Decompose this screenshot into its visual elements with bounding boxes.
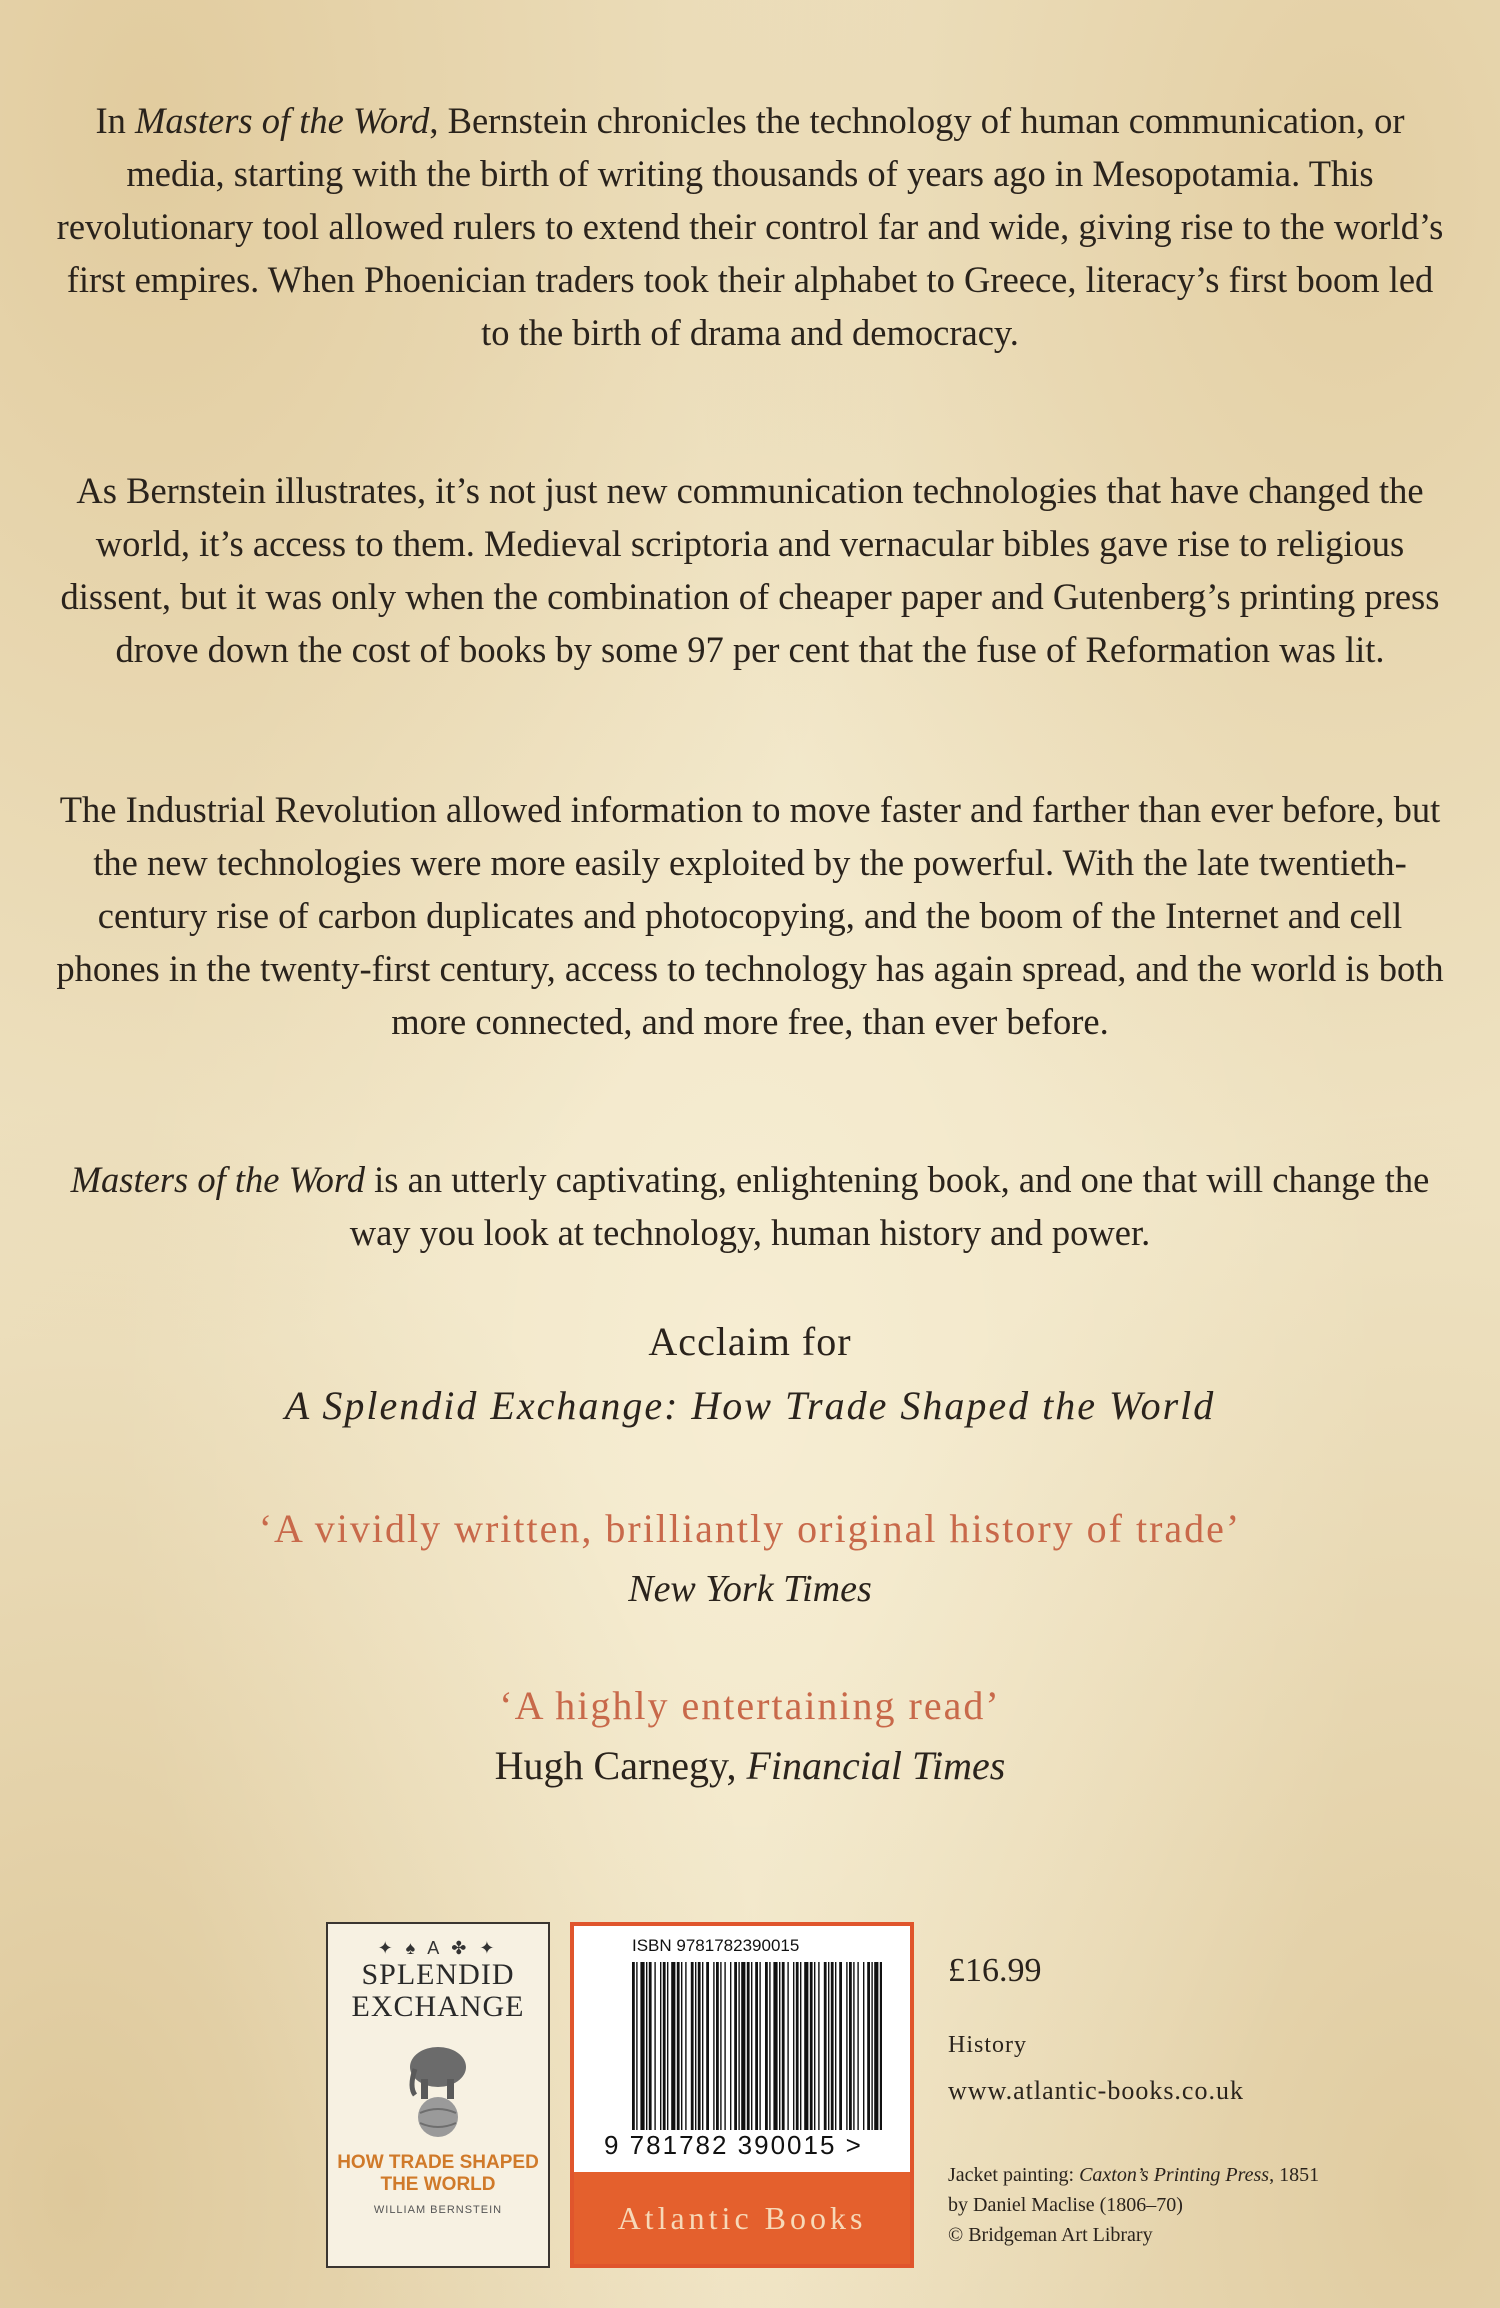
painting-title: Caxton’s Printing Press — [1079, 2164, 1270, 2186]
barcode-bar — [765, 1962, 768, 2130]
publisher-website: www.atlantic-books.co.uk — [948, 2076, 1244, 2105]
decorative-glyph-row: ✦ ♠ A ✤ ✦ — [377, 1938, 499, 1958]
acclaim-heading: Acclaim for — [648, 1319, 852, 1364]
price: £16.99 — [948, 1952, 1042, 1989]
review-source-1: New York Times — [628, 1568, 872, 1610]
barcode-bar — [720, 1962, 721, 2130]
barcode-bar — [632, 1962, 635, 2130]
barcode-bar — [818, 1962, 819, 2130]
barcode-bar — [880, 1962, 882, 2130]
credit-line-3: © Bridgeman Art Library — [948, 2224, 1153, 2246]
barcode-bar — [779, 1962, 780, 2130]
barcode-bar — [824, 1962, 827, 2130]
barcode-bar — [654, 1962, 655, 2130]
review-quote-1: ‘A vividly written, brilliantly original history of trade’ — [258, 1506, 1242, 1551]
blurb-paragraph-1 — [50, 94, 1450, 359]
thumb-title-line-3: EXCHANGE — [351, 1990, 525, 2023]
barcode-bar — [759, 1962, 760, 2130]
barcode-bar — [857, 1962, 858, 2130]
barcode-bar — [734, 1962, 737, 2130]
barcode-block — [570, 1922, 914, 2268]
elephant-on-globe-icon — [403, 2039, 473, 2139]
barcode-bar — [810, 1962, 813, 2130]
barcode-bar — [755, 1962, 758, 2130]
barcode-bar — [738, 1962, 739, 2130]
barcode-bar — [849, 1962, 852, 2130]
barcode-bar — [681, 1962, 682, 2130]
blurb-paragraph-3: The Industrial Revolution allowed information to move faster and farther than ever before, but the new technologies were more easily exploited by the powerful. With the late twentieth-century rise of carbon duplicates and photocopying, and the boom of the Internet and cell phones in the twenty-first century, access to technology has again spread, and the world is both more connected, and more free, than ever before. — [56, 789, 1444, 1042]
credit-line-2: by Daniel Maclise (1806–70) — [948, 2194, 1183, 2216]
barcode-bar — [663, 1962, 666, 2130]
barcode-bar — [677, 1962, 680, 2130]
barcode-bar — [796, 1962, 799, 2130]
jacket-credit — [948, 2160, 1319, 2250]
barcode-bar — [782, 1962, 785, 2130]
barcode-bar — [667, 1962, 668, 2130]
barcode-bar — [787, 1962, 788, 2130]
barcode-bar — [698, 1962, 701, 2130]
barcode-bar — [835, 1962, 836, 2130]
barcode-bar — [793, 1962, 794, 2130]
barcode-bar — [863, 1962, 864, 2130]
book-title-italic: Masters of the Word — [135, 100, 430, 141]
barcode-bar — [716, 1962, 719, 2130]
barcode-bar — [724, 1962, 725, 2130]
barcode-bar — [695, 1962, 696, 2130]
barcode-bar — [685, 1962, 686, 2130]
barcode-bars — [632, 1962, 882, 2130]
barcode-bar — [769, 1962, 770, 2130]
barcode-bar — [773, 1962, 777, 2130]
barcode-bar — [649, 1962, 652, 2130]
barcode-bar — [636, 1962, 637, 2130]
blurb-paragraph-4 — [50, 1153, 1450, 1259]
thumb-author: WILLIAM BERNSTEIN — [373, 2204, 503, 2216]
barcode-bar — [800, 1962, 801, 2130]
barcode-bar — [846, 1962, 847, 2130]
barcode-bar — [671, 1962, 675, 2130]
thumb-title-a: A — [427, 1938, 443, 1958]
barcode-bar — [831, 1962, 834, 2130]
barcode-bar — [646, 1962, 647, 2130]
text-span: , Bernstein chronicles the technology of human communication, or media, starting with the birth of writing thousands of years ago in Mesopotamia. This revolutionary tool allowed rulers to extend their control far and wide, giving rise to the world’s first empires. When Phoenician traders took their alphabet to Greece, literacy’s first boom led to the birth of drama and democracy. — [56, 100, 1444, 353]
barcode-bar — [691, 1962, 694, 2130]
barcode-bar — [741, 1962, 745, 2130]
review-quote-2: ‘A highly entertaining read’ — [499, 1683, 1001, 1728]
barcode-bar — [814, 1962, 815, 2130]
barcode-bar — [853, 1962, 854, 2130]
book-thumbnail — [326, 1922, 550, 2268]
barcode-bar — [660, 1962, 661, 2130]
thumb-subtitle-line-1: HOW TRADE SHAPED — [337, 2152, 539, 2173]
reviewer-name: Hugh Carnegy, — [494, 1743, 747, 1788]
blurb-paragraph-2: As Bernstein illustrates, it’s not just new communication technologies that have changed the world, it’s access to them. Medieval scriptoria and vernacular bibles gave rise to religious dissent, but it was only when the combination of cheaper paper and Gutenberg’s printing press drove down the cost of books by some 97 per cent that the fuse of Reformation was lit. — [60, 470, 1440, 670]
isbn-digits: 9 781782 390015 > — [604, 2130, 863, 2160]
thumb-title-line-2: SPLENDID — [361, 1958, 515, 1991]
credit-line-1 — [948, 2160, 1319, 2190]
barcode-bar — [713, 1962, 714, 2130]
category-label: History — [948, 2032, 1027, 2058]
text-span: is an utterly captivating, enlightening book, and one that will change the way you look at technology, human history and power. — [349, 1159, 1430, 1253]
barcode-bar — [871, 1962, 872, 2130]
review-source-2 — [0, 1742, 1500, 1789]
barcode-bar — [702, 1962, 703, 2130]
barcode-bar — [828, 1962, 829, 2130]
barcode-bar — [730, 1962, 731, 2130]
barcode-bar — [804, 1962, 808, 2130]
barcode-bar — [706, 1962, 709, 2130]
thumb-subtitle-line-2: THE WORLD — [380, 2174, 496, 2195]
text-span: In — [95, 100, 136, 141]
barcode-bar — [874, 1962, 878, 2130]
publication-name: Financial Times — [746, 1743, 1006, 1788]
barcode-bar — [751, 1962, 752, 2130]
publisher-logo: Atlantic Books — [574, 2172, 910, 2264]
credit-text: Jacket painting: — [948, 2164, 1080, 2186]
barcode-bar — [747, 1962, 750, 2130]
barcode-bar — [640, 1962, 644, 2130]
credit-year: , 1851 — [1269, 2164, 1320, 2186]
isbn-label: ISBN 9781782390015 — [632, 1936, 800, 1955]
barcode-bar — [839, 1962, 842, 2130]
book-title-italic: Masters of the Word — [70, 1159, 366, 1200]
barcode-bar — [867, 1962, 870, 2130]
acclaim-book-title: A Splendid Exchange: How Trade Shaped the World — [284, 1383, 1216, 1428]
